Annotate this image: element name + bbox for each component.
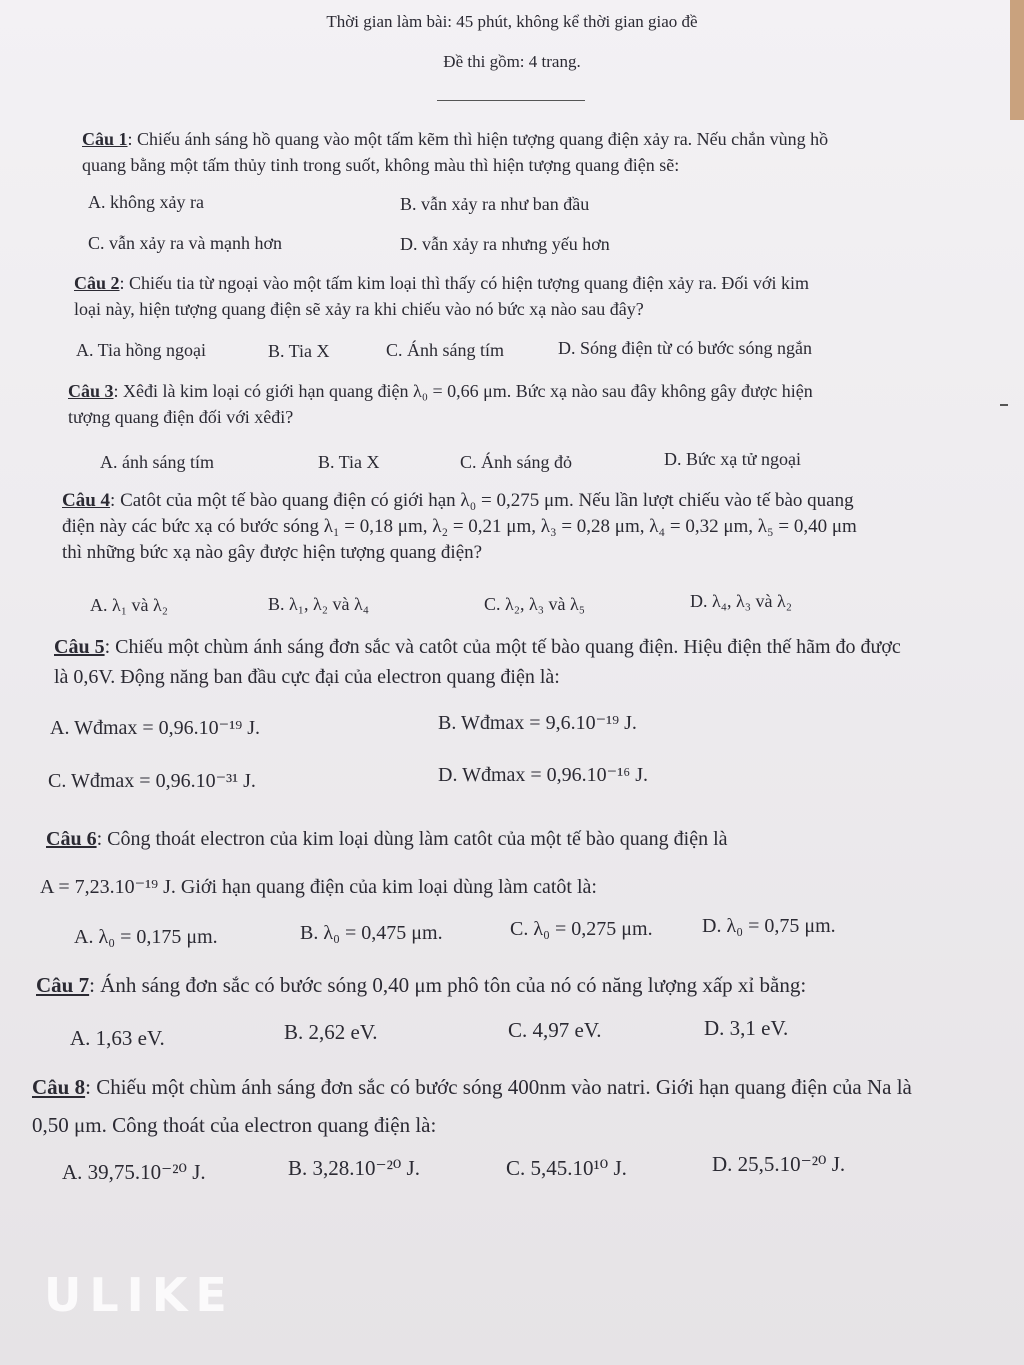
question-label: Câu 3 (68, 381, 114, 401)
option: A. 1,63 eV. (70, 1026, 165, 1050)
question-5 (54, 632, 974, 692)
option: D. Bức xạ tử ngoại (664, 449, 801, 469)
option: B. Tia X (268, 341, 330, 361)
question-text: : Xêđi là kim loại có giới hạn quang điện λ₀ = 0,66 μm. Bức xạ nào sau đây không gây được hiện (113, 381, 813, 401)
option: B. λ₁, λ₂ và λ₄ (268, 594, 370, 614)
option: C. Ánh sáng tím (386, 340, 505, 360)
option: B. Tia X (318, 452, 380, 472)
question-text: : Chiếu một chùm ánh sáng đơn sắc có bước sóng 400nm vào natri. Giới hạn quang điện của Na là (85, 1075, 912, 1099)
header-divider (437, 100, 585, 101)
question-text: : Ánh sáng đơn sắc có bước sóng 0,40 μm phô tôn của nó có năng lượng xấp xỉ bằng: (89, 973, 807, 997)
option: D. 25,5.10⁻²⁰ J. (712, 1152, 846, 1176)
question-6 (40, 815, 966, 911)
question-label: Câu 7 (36, 973, 90, 997)
question-text: : Công thoát electron của kim loại dùng làm catôt của một tế bào quang điện là (96, 828, 728, 850)
option: D. Sóng điện từ có bước sóng ngắn (558, 338, 813, 358)
option: C. Wđmax = 0,96.10⁻³¹ J. (48, 770, 256, 792)
question-2 (74, 270, 924, 322)
option: D. Wđmax = 0,96.10⁻¹⁶ J. (438, 764, 648, 786)
option: A. λ₁ và λ₂ (90, 595, 168, 615)
question-label: Câu 4 (62, 490, 111, 511)
option: A. Tia hồng ngoại (76, 340, 207, 360)
option: C. vẫn xảy ra và mạnh hơn (88, 233, 282, 253)
question-text: : Chiếu tia từ ngoại vào một tấm kim loại thì thấy có hiện tượng quang điện xảy ra. Đối với kim (119, 273, 809, 293)
option: B. λ₀ = 0,475 μm. (300, 922, 443, 944)
option: D. λ₀ = 0,75 μm. (702, 915, 836, 937)
option: D. 3,1 eV. (704, 1016, 789, 1040)
question-text: : Chiếu một chùm ánh sáng đơn sắc và catôt của một tế bào quang điện. Hiệu điện thế hãm đo được (104, 636, 901, 658)
question-text: : Chiếu ánh sáng hồ quang vào một tấm kẽm thì hiện tượng quang điện xảy ra. Nếu chắn vùng hồ (127, 129, 829, 149)
option: B. 2,62 eV. (284, 1020, 378, 1044)
question-text: thì những bức xạ nào gây được hiện tượng quang điện? (62, 542, 483, 563)
question-text: 0,50 μm. Công thoát của electron quang điện là: (32, 1113, 437, 1137)
question-text: quang bằng một tấm thủy tinh trong suốt, không màu thì hiện tượng quang điện sẽ: (82, 155, 680, 175)
question-8 (32, 1068, 1012, 1144)
option: C. 5,45.10¹⁰ J. (506, 1156, 627, 1180)
option: A. 39,75.10⁻²⁰ J. (62, 1160, 206, 1184)
option: A. không xảy ra (88, 192, 204, 212)
option: C. Ánh sáng đỏ (460, 452, 572, 472)
option: D. λ₄, λ₃ và λ₂ (690, 591, 792, 611)
option: A. ánh sáng tím (100, 452, 214, 472)
option: A. Wđmax = 0,96.10⁻¹⁹ J. (50, 717, 260, 739)
option: C. 4,97 eV. (508, 1018, 602, 1042)
question-label: Câu 8 (32, 1075, 86, 1099)
question-label: Câu 2 (74, 273, 120, 293)
question-text: A = 7,23.10⁻¹⁹ J. Giới hạn quang điện của kim loại dùng làm catôt là: (40, 876, 597, 898)
margin-mark (1000, 404, 1008, 406)
option: A. λ₀ = 0,175 μm. (74, 926, 218, 948)
question-text: là 0,6V. Động năng ban đầu cực đại của electron quang điện là: (54, 666, 560, 688)
option: D. vẫn xảy ra nhưng yếu hơn (400, 234, 610, 254)
question-text: tượng quang điện đối với xêđi? (68, 407, 294, 427)
exam-pages-line: Đề thi gồm: 4 trang. (443, 52, 581, 71)
ulike-watermark: ULIKE (44, 1268, 235, 1322)
question-7 (36, 970, 976, 1000)
question-text: điện này các bức xạ có bước sóng λ₁ = 0,18 μm, λ₂ = 0,21 μm, λ₃ = 0,28 μm, λ₄ = 0,32 μm, λ₅ = 0,40 μm (62, 516, 857, 537)
question-text: loại này, hiện tượng quang điện sẽ xảy ra khi chiếu vào nó bức xạ nào sau đây? (74, 299, 644, 319)
question-4 (62, 488, 962, 566)
option: B. 3,28.10⁻²⁰ J. (288, 1156, 420, 1180)
question-text: : Catôt của một tế bào quang điện có giới hạn λ₀ = 0,275 μm. Nếu lần lượt chiếu vào tế bào quang (110, 490, 854, 511)
option: B. vẫn xảy ra như ban đầu (400, 194, 590, 214)
question-label: Câu 5 (54, 636, 105, 658)
question-label: Câu 6 (46, 828, 97, 850)
option: C. λ₀ = 0,275 μm. (510, 918, 653, 940)
exam-time-line: Thời gian làm bài: 45 phút, không kể thời gian giao đề (326, 12, 698, 31)
question-1 (82, 126, 922, 178)
question-3 (68, 378, 938, 430)
question-label: Câu 1 (82, 129, 128, 149)
option: B. Wđmax = 9,6.10⁻¹⁹ J. (438, 712, 637, 734)
option: C. λ₂, λ₃ và λ₅ (484, 594, 586, 614)
